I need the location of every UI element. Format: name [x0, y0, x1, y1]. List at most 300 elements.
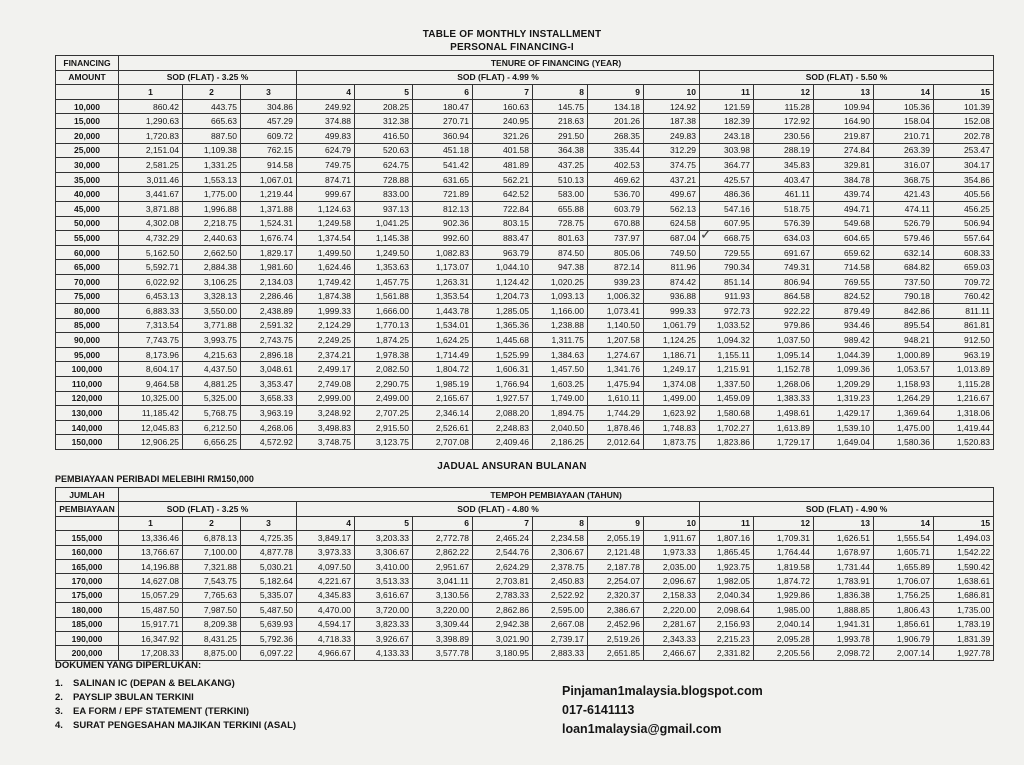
required-documents [55, 660, 296, 733]
installment-cell: 895.54 [874, 318, 934, 333]
installment-cell: 1,927.57 [473, 391, 533, 406]
installment-cell: 115.28 [754, 99, 814, 114]
amount-cell: 130,000 [56, 406, 119, 421]
installment-cell: 2,667.08 [533, 617, 588, 631]
installment-cell: 872.14 [588, 260, 644, 275]
installment-cell: 721.89 [413, 187, 473, 202]
installment-cell: 769.55 [814, 274, 874, 289]
amount-cell: 30,000 [56, 158, 119, 173]
installment-cell: 1,626.51 [814, 531, 874, 545]
installment-cell: 1,744.29 [588, 406, 644, 421]
amount-cell: 60,000 [56, 245, 119, 260]
amount-cell: 65,000 [56, 260, 119, 275]
year-header: 7 [473, 85, 533, 100]
installment-cell: 576.39 [754, 216, 814, 231]
installment-cell: 208.25 [355, 99, 413, 114]
installment-cell: 5,182.64 [241, 574, 297, 588]
installment-cell: 2,215.23 [700, 631, 754, 645]
installment-cell: 1,624.25 [413, 333, 473, 348]
installment-cell: 249.83 [644, 128, 700, 143]
amount-cell: 170,000 [56, 574, 119, 588]
installment-cell: 2,098.64 [700, 603, 754, 617]
installment-cell: 762.15 [241, 143, 297, 158]
installment-cell: 1,764.44 [754, 545, 814, 559]
installment-cell: 5,592.71 [119, 260, 183, 275]
year-header: 11 [700, 85, 754, 100]
installment-cell: 4,133.33 [355, 646, 413, 660]
rate-group-header: SOD (FLAT) - 3.25 % [119, 70, 297, 85]
installment-cell: 2,088.20 [473, 406, 533, 421]
installment-cell: 2,035.00 [644, 559, 700, 573]
installment-cell: 2,883.33 [533, 646, 588, 660]
installment-cell: 604.65 [814, 231, 874, 246]
installment-cell: 1,823.86 [700, 435, 754, 450]
year-header: 10 [644, 516, 700, 530]
installment-cell: 812.13 [413, 201, 473, 216]
installment-cell: 1,613.89 [754, 420, 814, 435]
installment-cell: 3,306.67 [355, 545, 413, 559]
installment-cell: 145.75 [533, 99, 588, 114]
year-header: 2 [183, 85, 241, 100]
installment-cell: 164.90 [814, 114, 874, 129]
year-header: 1 [119, 85, 183, 100]
installment-cell: 518.75 [754, 201, 814, 216]
installment-cell: 219.87 [814, 128, 874, 143]
installment-cell: 737.97 [588, 231, 644, 246]
installment-cell: 1,459.09 [700, 391, 754, 406]
installment-cell: 1,498.61 [754, 406, 814, 421]
amount-cell: 15,000 [56, 114, 119, 129]
installment-cell: 879.49 [814, 304, 874, 319]
table-row [56, 260, 994, 275]
installment-cell: 152.08 [934, 114, 994, 129]
amount-cell: 200,000 [56, 646, 119, 660]
installment-cell: 1,318.06 [934, 406, 994, 421]
installment-cell: 684.82 [874, 260, 934, 275]
installment-cell: 160.63 [473, 99, 533, 114]
installment-cell: 1,457.75 [355, 274, 413, 289]
installment-cell: 303.98 [700, 143, 754, 158]
installment-cell: 1,158.93 [874, 377, 934, 392]
installment-cell: 557.64 [934, 231, 994, 246]
installment-cell: 1,037.50 [754, 333, 814, 348]
amount-cell: 185,000 [56, 617, 119, 631]
installment-cell: 1,124.42 [473, 274, 533, 289]
installment-cell: 608.33 [934, 245, 994, 260]
amount-cell: 190,000 [56, 631, 119, 645]
installment-cell: 1,337.50 [700, 377, 754, 392]
phone-number: 017-6141113 [562, 703, 635, 717]
installment-cell: 109.94 [814, 99, 874, 114]
installment-cell: 469.62 [588, 172, 644, 187]
table-row [56, 318, 994, 333]
installment-cell: 1,124.25 [644, 333, 700, 348]
installment-cell: 2,286.46 [241, 289, 297, 304]
tenure-header: TEMPOH PEMBIAYAAN (TAHUN) [119, 488, 994, 502]
installment-cell: 2,526.61 [413, 420, 473, 435]
year-header: 12 [754, 516, 814, 530]
installment-cell: 1,534.01 [413, 318, 473, 333]
table-row [56, 128, 994, 143]
installment-cell: 1,555.54 [874, 531, 934, 545]
installment-cell: 2,581.25 [119, 158, 183, 173]
installment-cell: 803.15 [473, 216, 533, 231]
installment-cell: 1,678.97 [814, 545, 874, 559]
installment-cell: 1,249.50 [355, 245, 413, 260]
year-header: 7 [473, 516, 533, 530]
installment-cell: 4,966.67 [297, 646, 355, 660]
installment-cell: 1,371.88 [241, 201, 297, 216]
installment-cell: 421.43 [874, 187, 934, 202]
installment-cell: 1,285.05 [473, 304, 533, 319]
installment-cell: 1,783.19 [934, 617, 994, 631]
installment-cell: 2,707.25 [355, 406, 413, 421]
amount-cell: 175,000 [56, 588, 119, 602]
installment-cell: 989.42 [814, 333, 874, 348]
installment-cell: 218.63 [533, 114, 588, 129]
installment-cell: 603.79 [588, 201, 644, 216]
installment-cell: 2,707.08 [413, 435, 473, 450]
installment-cell: 3,220.00 [413, 603, 473, 617]
installment-cell: 182.39 [700, 114, 754, 129]
installment-cell: 1,929.86 [754, 588, 814, 602]
table-row [56, 172, 994, 187]
installment-cell: 451.18 [413, 143, 473, 158]
installment-cell: 1,186.71 [644, 347, 700, 362]
installment-cell: 963.79 [473, 245, 533, 260]
installment-cell: 1,499.00 [644, 391, 700, 406]
installment-cell: 2,205.56 [754, 646, 814, 660]
installment-cell: 887.50 [183, 128, 241, 143]
document-item [55, 705, 296, 719]
installment-cell: 443.75 [183, 99, 241, 114]
installment-cell: 249.92 [297, 99, 355, 114]
installment-cell: 659.03 [934, 260, 994, 275]
installment-cell: 1,655.89 [874, 559, 934, 573]
installment-cell: 1,520.83 [934, 435, 994, 450]
contact-info [562, 682, 763, 739]
installment-cell: 3,973.33 [297, 545, 355, 559]
installment-cell: 3,823.33 [355, 617, 413, 631]
installment-cell: 2,772.78 [413, 531, 473, 545]
installment-cell: 1,445.68 [473, 333, 533, 348]
installment-cell: 1,580.36 [874, 435, 934, 450]
installment-cell: 1,624.46 [297, 260, 355, 275]
installment-cell: 1,553.13 [183, 172, 241, 187]
installment-cell: 2,386.67 [588, 603, 644, 617]
installment-cell: 912.50 [934, 333, 994, 348]
installment-cell: 405.56 [934, 187, 994, 202]
installment-cell: 1,606.31 [473, 362, 533, 377]
installment-cell: 240.95 [473, 114, 533, 129]
installment-cell: 1,124.63 [297, 201, 355, 216]
table-row [56, 274, 994, 289]
installment-cell: 864.58 [754, 289, 814, 304]
installment-cell: 668.75 [700, 231, 754, 246]
installment-cell: 1,539.10 [814, 420, 874, 435]
installment-cell: 481.89 [473, 158, 533, 173]
table-row [56, 114, 994, 129]
installment-cell: 2,703.81 [473, 574, 533, 588]
installment-cell: 2,121.48 [588, 545, 644, 559]
installment-cell: 403.47 [754, 172, 814, 187]
installment-cell: 360.94 [413, 128, 473, 143]
installment-cell: 5,162.50 [119, 245, 183, 260]
amount-cell: 100,000 [56, 362, 119, 377]
installment-cell: 914.58 [241, 158, 297, 173]
installment-cell: 2,306.67 [533, 545, 588, 559]
installment-cell: 1,720.83 [119, 128, 183, 143]
table-row [56, 574, 994, 588]
installment-cell: 1,109.38 [183, 143, 241, 158]
installment-cell: 3,123.75 [355, 435, 413, 450]
year-header: 15 [934, 516, 994, 530]
installment-cell: 1,475.94 [588, 377, 644, 392]
installment-cell: 3,410.00 [355, 559, 413, 573]
installment-cell: 13,336.46 [119, 531, 183, 545]
installment-cell: 3,748.75 [297, 435, 355, 450]
amount-cell: 165,000 [56, 559, 119, 573]
installment-cell: 158.04 [874, 114, 934, 129]
document-item [55, 677, 296, 691]
installment-cell: 2,290.75 [355, 377, 413, 392]
installment-cell: 1,073.41 [588, 304, 644, 319]
amount-cell: 75,000 [56, 289, 119, 304]
installment-cell: 456.25 [934, 201, 994, 216]
installment-cell: 8,209.38 [183, 617, 241, 631]
installment-cell: 1,209.29 [814, 377, 874, 392]
installment-cell: 2,651.85 [588, 646, 644, 660]
installment-cell: 187.38 [644, 114, 700, 129]
installment-cell: 874.42 [644, 274, 700, 289]
installment-cell: 1,638.61 [934, 574, 994, 588]
installment-cell: 811.11 [934, 304, 994, 319]
installment-cell: 4,302.08 [119, 216, 183, 231]
installment-cell: 714.58 [814, 260, 874, 275]
installment-cell: 3,513.33 [355, 574, 413, 588]
year-header: 9 [588, 85, 644, 100]
installment-cell: 2,254.07 [588, 574, 644, 588]
installment-cell: 16,347.92 [119, 631, 183, 645]
installment-cell: 2,249.25 [297, 333, 355, 348]
installment-cell: 1,856.61 [874, 617, 934, 631]
document-text: PAYSLIP 3BULAN TERKINI [73, 692, 194, 703]
installment-cell: 579.46 [874, 231, 934, 246]
installment-cell: 1,207.58 [588, 333, 644, 348]
installment-cell: 105.36 [874, 99, 934, 114]
installment-cell: 335.44 [588, 143, 644, 158]
installment-cell: 1,044.10 [473, 260, 533, 275]
amount-cell: 110,000 [56, 377, 119, 392]
installment-cell: 1,099.36 [814, 362, 874, 377]
installment-cell: 210.71 [874, 128, 934, 143]
year-header: 9 [588, 516, 644, 530]
installment-cell: 936.88 [644, 289, 700, 304]
table-row [56, 617, 994, 631]
installment-cell: 4,437.50 [183, 362, 241, 377]
installment-cell: 1,649.04 [814, 435, 874, 450]
amount-cell: 55,000 [56, 231, 119, 246]
installment-cell: 526.79 [874, 216, 934, 231]
installment-cell: 364.77 [700, 158, 754, 173]
table-row [56, 201, 994, 216]
installment-cell: 253.47 [934, 143, 994, 158]
rate-group-header: SOD (FLAT) - 4.90 % [700, 502, 994, 516]
installment-cell: 562.13 [644, 201, 700, 216]
installment-cell: 3,441.67 [119, 187, 183, 202]
table-row [56, 333, 994, 348]
years-header-row [56, 85, 994, 100]
amount-cell: 160,000 [56, 545, 119, 559]
year-header: 13 [814, 85, 874, 100]
installment-cell: 2,749.08 [297, 377, 355, 392]
rate-group-header: SOD (FLAT) - 4.80 % [297, 502, 700, 516]
email-address: loan1malaysia@gmail.com [562, 722, 722, 736]
page-subtitle: PERSONAL FINANCING-I [450, 42, 574, 53]
installment-cell: 499.67 [644, 187, 700, 202]
installment-cell: 1,524.31 [241, 216, 297, 231]
installment-cell: 4,345.83 [297, 588, 355, 602]
installment-cell: 2,187.78 [588, 559, 644, 573]
installment-cell: 3,871.88 [119, 201, 183, 216]
amount-cell: 85,000 [56, 318, 119, 333]
installment-cell: 8,875.00 [183, 646, 241, 660]
installment-cell: 437.21 [644, 172, 700, 187]
installment-cell: 790.18 [874, 289, 934, 304]
installment-cell: 2,409.46 [473, 435, 533, 450]
installment-cell: 631.65 [413, 172, 473, 187]
year-header: 10 [644, 85, 700, 100]
installment-cell: 14,196.88 [119, 559, 183, 573]
installment-cell: 1,095.14 [754, 347, 814, 362]
installment-cell: 499.83 [297, 128, 355, 143]
installment-cell: 607.95 [700, 216, 754, 231]
amount-cell: 95,000 [56, 347, 119, 362]
tenure-header: TENURE OF FINANCING (YEAR) [119, 56, 994, 71]
installment-cell: 5,030.21 [241, 559, 297, 573]
amount-cell: 40,000 [56, 187, 119, 202]
installment-cell: 2,862.86 [473, 603, 533, 617]
installment-cell: 486.36 [700, 187, 754, 202]
installment-cell: 3,021.90 [473, 631, 533, 645]
installment-cell: 15,057.29 [119, 588, 183, 602]
installment-cell: 1,419.44 [934, 420, 994, 435]
installment-cell: 6,212.50 [183, 420, 241, 435]
year-header: 2 [183, 516, 241, 530]
table-row [56, 216, 994, 231]
installment-cell: 1,706.07 [874, 574, 934, 588]
installment-cell: 609.72 [241, 128, 297, 143]
installment-cell: 2,040.34 [700, 588, 754, 602]
installment-cell: 729.55 [700, 245, 754, 260]
installment-cell: 992.60 [413, 231, 473, 246]
installment-cell: 1,985.19 [413, 377, 473, 392]
installment-cell: 1,249.17 [644, 362, 700, 377]
installment-cell: 4,881.25 [183, 377, 241, 392]
installment-cell: 3,849.17 [297, 531, 355, 545]
installment-cell: 1,494.03 [934, 531, 994, 545]
installment-cell: 1,775.00 [183, 187, 241, 202]
installment-cell: 1,973.33 [644, 545, 700, 559]
installment-cell: 1,152.78 [754, 362, 814, 377]
table-row [56, 158, 994, 173]
installment-cell: 270.71 [413, 114, 473, 129]
installment-cell: 1,702.27 [700, 420, 754, 435]
installment-cell: 2,151.04 [119, 143, 183, 158]
installment-cell: 1,766.94 [473, 377, 533, 392]
installment-cell: 268.35 [588, 128, 644, 143]
years-header-row [56, 516, 994, 530]
installment-cell: 583.00 [533, 187, 588, 202]
installment-cell: 2,915.50 [355, 420, 413, 435]
installment-cell: 861.81 [934, 318, 994, 333]
installment-cell: 1,610.11 [588, 391, 644, 406]
installment-cell: 1,941.31 [814, 617, 874, 631]
installment-cell: 1,499.50 [297, 245, 355, 260]
installment-cell: 2,234.58 [533, 531, 588, 545]
installment-cell: 1,996.88 [183, 201, 241, 216]
installment-cell: 1,770.13 [355, 318, 413, 333]
installment-cell: 1,561.88 [355, 289, 413, 304]
installment-cell: 2,378.75 [533, 559, 588, 573]
installment-cell: 1,735.00 [934, 603, 994, 617]
installment-cell: 1,911.67 [644, 531, 700, 545]
table-row [56, 531, 994, 545]
installment-cell: 1,319.23 [814, 391, 874, 406]
installment-cell: 1,605.71 [874, 545, 934, 559]
installment-cell: 5,335.07 [241, 588, 297, 602]
section-title: JADUAL ANSURAN BULANAN [437, 461, 587, 472]
installment-cell: 3,771.88 [183, 318, 241, 333]
installment-cell: 506.94 [934, 216, 994, 231]
installment-cell: 1,981.60 [241, 260, 297, 275]
installment-cell: 8,431.25 [183, 631, 241, 645]
installment-cell: 304.17 [934, 158, 994, 173]
installment-cell: 13,766.67 [119, 545, 183, 559]
installment-cell: 4,097.50 [297, 559, 355, 573]
table-row [56, 347, 994, 362]
installment-cell: 437.25 [533, 158, 588, 173]
table-row [56, 143, 994, 158]
amount-cell: 150,000 [56, 435, 119, 450]
installment-cell: 425.57 [700, 172, 754, 187]
installment-cell: 9,464.58 [119, 377, 183, 392]
installment-cell: 1,749.00 [533, 391, 588, 406]
installment-cell: 902.36 [413, 216, 473, 231]
installment-cell: 1,731.44 [814, 559, 874, 573]
installment-cell: 1,865.45 [700, 545, 754, 559]
installment-cell: 624.75 [355, 158, 413, 173]
installment-cell: 11,185.42 [119, 406, 183, 421]
installment-cell: 1,542.22 [934, 545, 994, 559]
installment-cell: 321.26 [473, 128, 533, 143]
installment-cell: 2,595.00 [533, 603, 588, 617]
installment-cell: 1,888.85 [814, 603, 874, 617]
amount-header-top: FINANCING [56, 56, 119, 71]
installment-cell: 1,878.46 [588, 420, 644, 435]
installment-cell: 2,522.92 [533, 588, 588, 602]
installment-cell: 2,134.03 [241, 274, 297, 289]
installment-cell: 6,656.25 [183, 435, 241, 450]
installment-cell: 101.39 [934, 99, 994, 114]
table-row [56, 420, 994, 435]
installment-cell: 4,268.06 [241, 420, 297, 435]
installment-cell: 263.39 [874, 143, 934, 158]
installment-cell: 14,627.08 [119, 574, 183, 588]
installment-cell: 749.50 [644, 245, 700, 260]
installment-cell: 274.84 [814, 143, 874, 158]
installment-cell: 474.11 [874, 201, 934, 216]
